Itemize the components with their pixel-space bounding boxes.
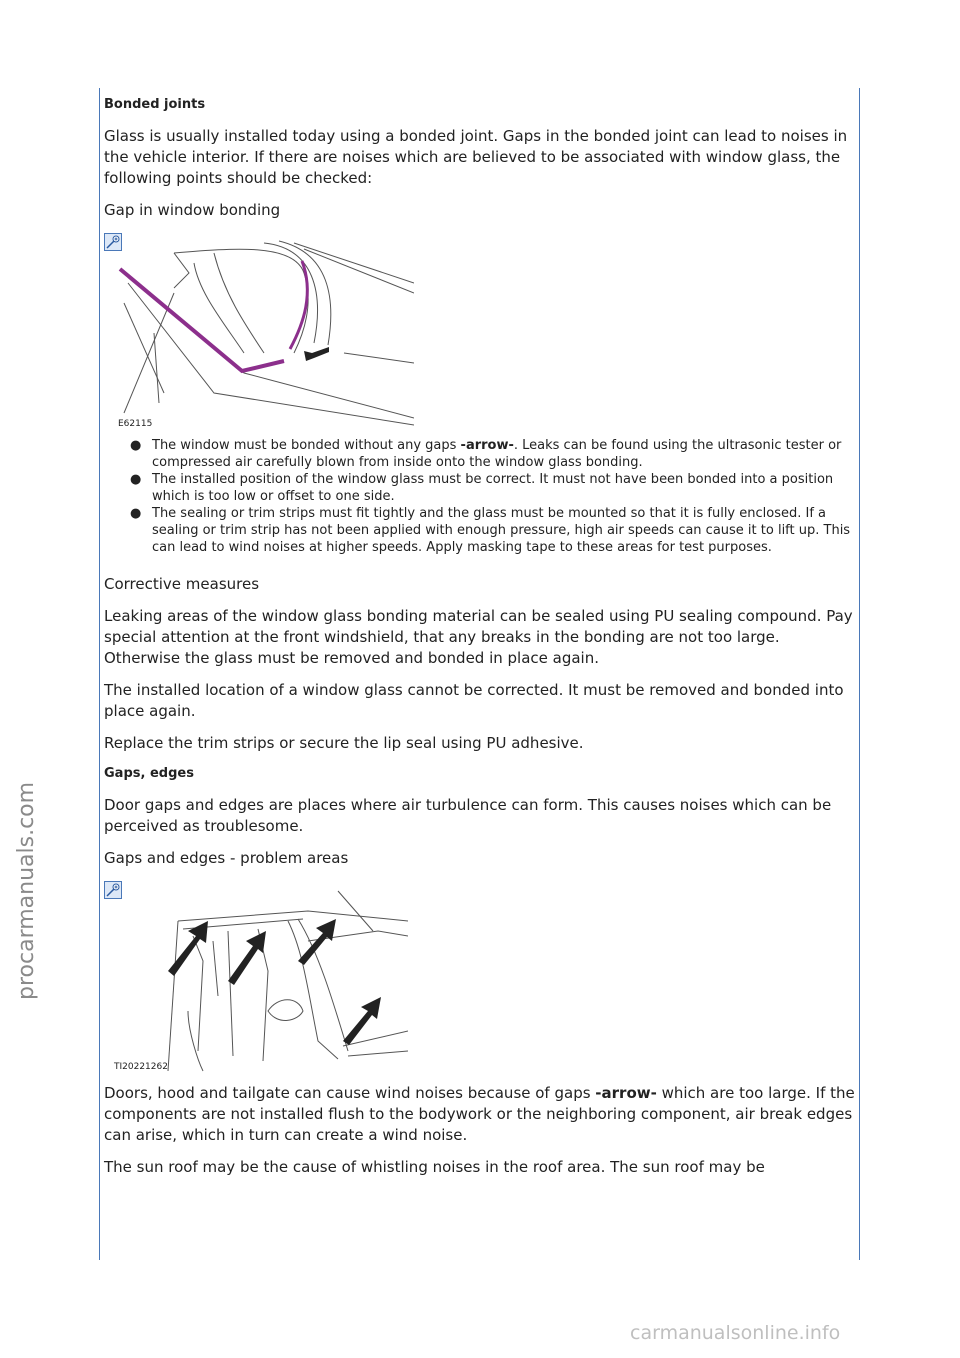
- bonding-checklist: [104, 437, 856, 556]
- list-item: ● The window must be bonded without any gaps -arrow-. Leaks can be found using the ultrasonic tester or compressed air carefully blown from inside onto the window glass bonding.: [130, 438, 842, 470]
- list-item: ● The installed position of the window glass must be correct. It must not have been bonded into a position which is too low or offset to one side.: [130, 472, 834, 504]
- bullet-icon: ●: [130, 438, 142, 453]
- section-heading-bonded-joints: Bonded joints: [104, 97, 206, 112]
- figure2-caption: Gaps and edges - problem areas: [104, 849, 349, 867]
- bonded-joints-intro: Glass is usually installed today using a bonded joint. Gaps in the bonded joint can lead to noises in the vehicle interior. If there are noises which are believed to be associated with window glass, the following points should be checked:: [104, 127, 848, 187]
- corrective-p2: The installed location of a window glass cannot be corrected. It must be removed and bonded into place again.: [104, 681, 844, 720]
- right-margin-rule: [859, 88, 860, 1260]
- gaps-edges-p1: Doors, hood and tailgate can cause wind noises because of gaps -arrow- which are too large. If the components are not installed flush to the bodywork or the neighboring component, air break edges can arise, which in turn can create a wind noise.: [104, 1084, 855, 1144]
- figure1-code: E62115: [118, 419, 153, 429]
- side-watermark: procarmanuals.com: [14, 781, 39, 1000]
- corrective-p1: Leaking areas of the window glass bonding material can be sealed using PU sealing compound. Pay special attention at the front windshield, that any breaks in the bonding are not too large. Otherwise the glass must be removed and bonded in place again.: [104, 607, 853, 667]
- section-heading-gaps-edges: Gaps, edges: [104, 766, 194, 781]
- bottom-watermark: carmanualsonline.info: [630, 1322, 841, 1344]
- corrective-p3: Replace the trim strips or secure the lip seal using PU adhesive.: [104, 734, 584, 752]
- bullet-icon: ●: [130, 506, 142, 521]
- car-gaps-drawing: [108, 881, 408, 1076]
- gaps-edges-p2: The sun roof may be the cause of whistling noises in the roof area. The sun roof may be: [104, 1158, 765, 1176]
- list-item: ● The sealing or trim strips must fit tightly and the glass must be mounted so that it is fully enclosed. If a sealing or trim strip has not been applied with enough pressure, high air speeds can cause it to lift up. This can lead to wind noises at higher speeds. Apply masking tape to these areas for test purposes.: [130, 506, 851, 555]
- bullet-icon: ●: [130, 472, 142, 487]
- figure-gaps-edges: [104, 881, 856, 1083]
- left-margin-rule: [99, 88, 100, 1260]
- figure-window-bonding: [104, 233, 856, 433]
- gaps-edges-intro: Door gaps and edges are places where air turbulence can form. This causes noises which can be perceived as troublesome.: [104, 796, 832, 835]
- window-bonding-drawing: [114, 233, 414, 433]
- document-body: [104, 96, 856, 1189]
- figure2-code: TI20221262: [114, 1062, 168, 1072]
- figure1-caption: Gap in window bonding: [104, 201, 281, 219]
- corrective-measures-heading: Corrective measures: [104, 575, 260, 593]
